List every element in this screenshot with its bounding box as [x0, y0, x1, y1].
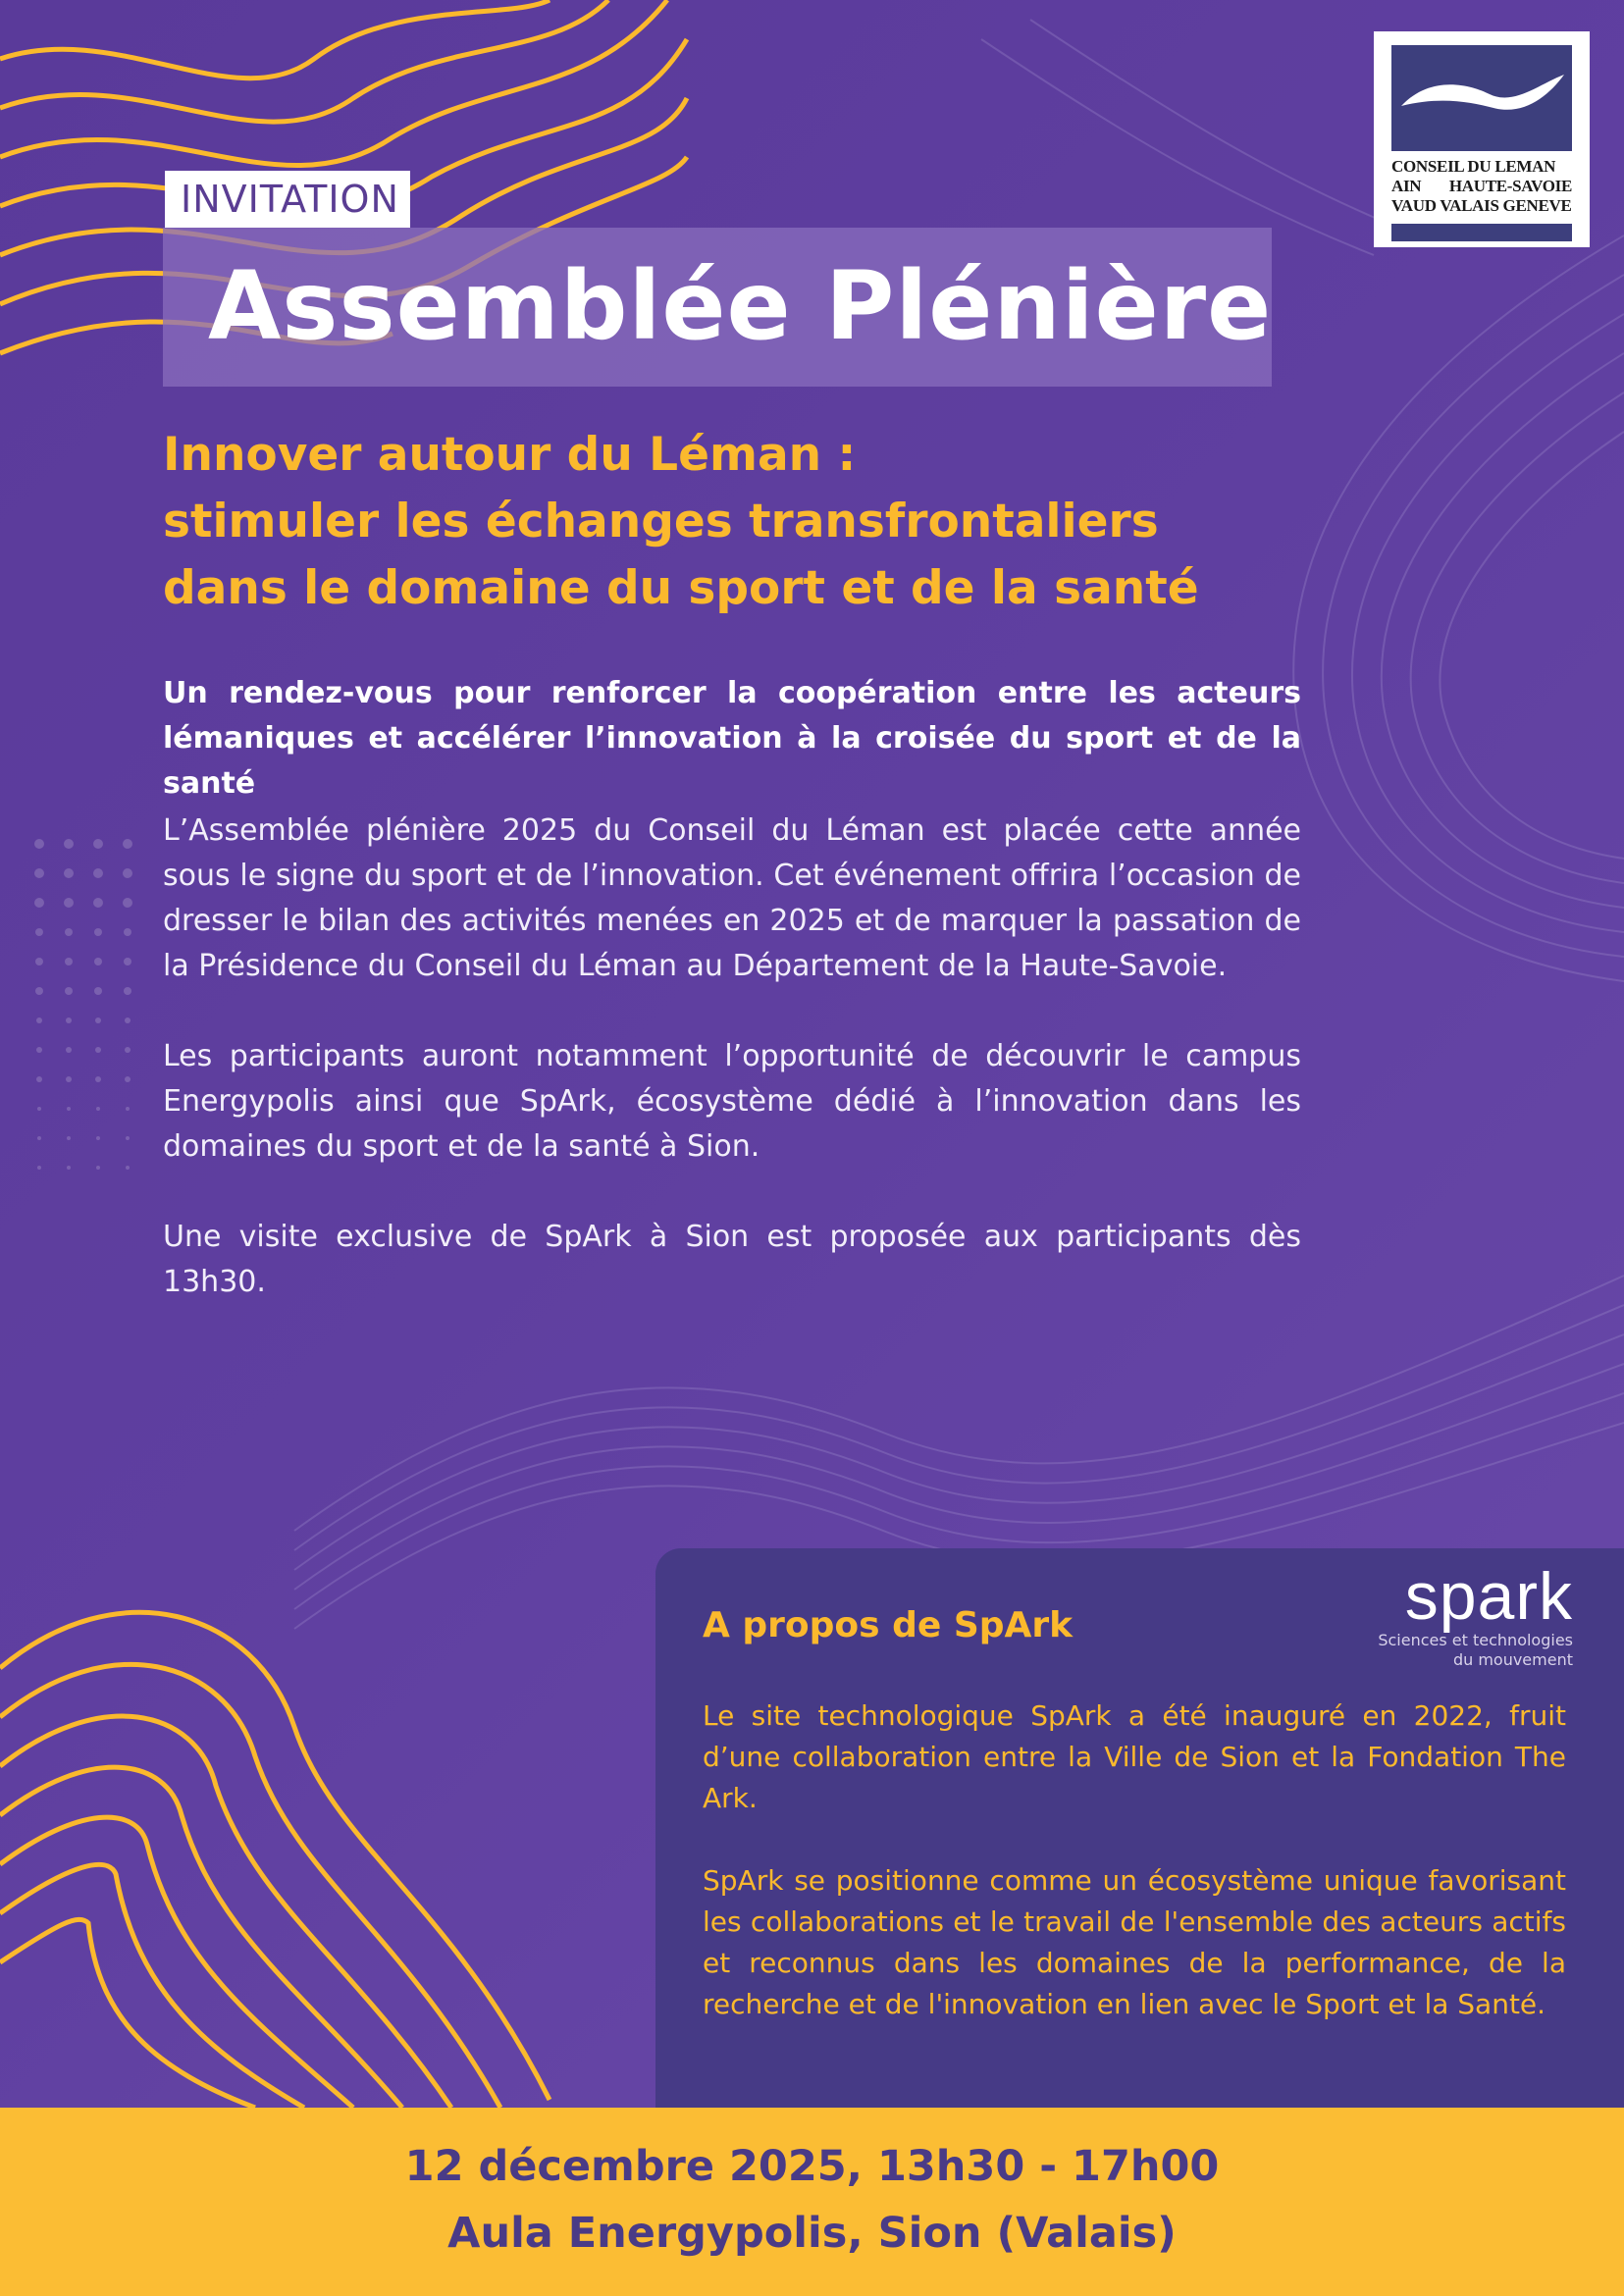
logo-bottom-band — [1391, 224, 1572, 241]
body-text — [163, 809, 1301, 1350]
subtitle-line-2: stimuler les échanges transfrontaliers — [163, 495, 1159, 548]
body-paragraph-2: Les participants auront notamment l’opportunité de découvrir le campus Energypolis ainsi que SpArk, écosystème dédié à l’innovation dans les domaines du sport et de la santé à Sion. — [163, 1039, 1301, 1164]
spark-paragraph-2: SpArk se positionne comme un écosystème unique favorisant les collaborations et le travail de l'ensemble des acteurs actifs et reconnus dans les domaines de la performance, de la recherche et de l'innovation en lien avec le Sport et la Santé. — [703, 1864, 1566, 2020]
event-date: 12 décembre 2025, 13h30 - 17h00 — [404, 2142, 1220, 2191]
conseil-du-leman-logo — [1374, 31, 1590, 247]
logo-line-2 — [1391, 177, 1572, 196]
logo-line-2-right: HAUTE-SAVOIE — [1448, 177, 1572, 195]
logo-wave-band — [1391, 45, 1572, 151]
spark-paragraph-1: Le site technologique SpArk a été inauguré en 2022, fruit d’une collaboration entre la Ville de Sion et la Fondation The Ark. — [703, 1699, 1566, 1814]
title-box — [163, 228, 1272, 387]
spark-panel — [655, 1548, 1624, 2108]
logo-line-3: VAUD VALAIS GENEVE — [1391, 196, 1572, 215]
logo-text — [1391, 157, 1572, 216]
spark-logo-tagline-2: du mouvement — [1452, 1650, 1573, 1669]
body-paragraph-1: L’Assemblée plénière 2025 du Conseil du Léman est placée cette année sous le signe du sport et de l’innovation. Cet événement offrira l’occasion de dresser le bilan des activités menées en 2025 et de marquer la passation de la Présidence du Conseil du Léman au Département de la Haute-Savoie. — [163, 813, 1301, 983]
page-title: Assemblée Plénière — [208, 251, 1273, 361]
spark-logo-word: spark — [1404, 1559, 1573, 1634]
event-place: Aula Energypolis, Sion (Valais) — [447, 2209, 1177, 2258]
spark-logo — [1378, 1559, 1573, 1670]
invitation-tag: INVITATION — [165, 171, 410, 228]
spark-logo-tagline-1: Sciences et technologies — [1378, 1631, 1573, 1649]
lead-paragraph: Un rendez-vous pour renforcer la coopération entre les acteurs lémaniques et accélérer l’innovation à la croisée du sport et de la santé — [163, 676, 1301, 801]
logo-line-2-left: AIN — [1391, 177, 1422, 195]
event-footer — [0, 2108, 1624, 2296]
subtitle — [163, 422, 1291, 622]
subtitle-line-3: dans le domaine du sport et de la santé — [163, 561, 1199, 615]
wave-icon — [1391, 45, 1572, 151]
body-paragraph-3: Une visite exclusive de SpArk à Sion est proposée aux participants dès 13h30. — [163, 1220, 1301, 1299]
spark-heading: A propos de SpArk — [703, 1605, 1074, 1645]
subtitle-line-1: Innover autour du Léman : — [163, 428, 857, 482]
logo-line-1: CONSEIL DU LEMAN — [1391, 157, 1556, 176]
spark-body — [703, 1696, 1566, 2066]
